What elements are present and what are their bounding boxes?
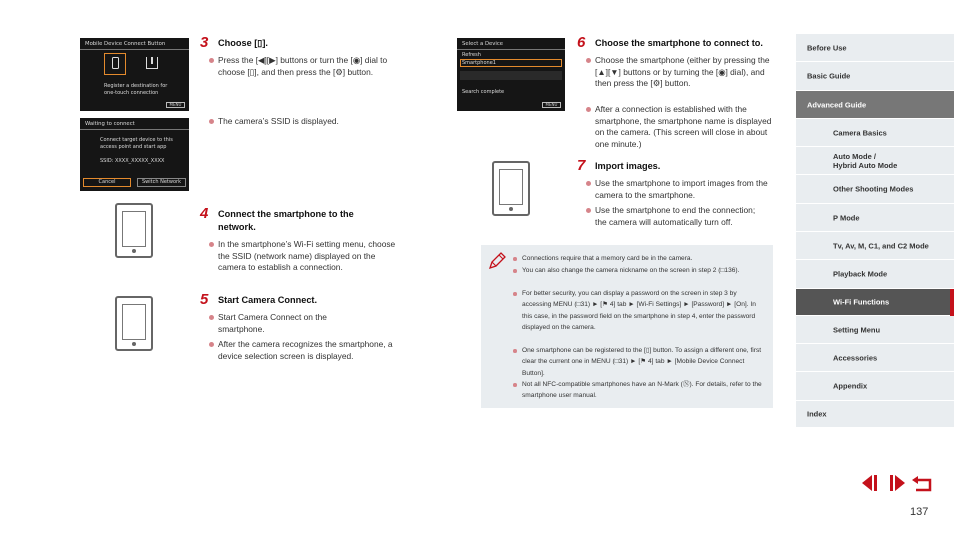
nav-item-wifi-functions[interactable]: Wi-Fi Functions (796, 289, 954, 316)
step-title: Import images. (595, 161, 661, 171)
camera-screen-line1: Connect target device to this (100, 137, 173, 143)
step-number: 6 (577, 34, 586, 51)
nav-item-before-use[interactable]: Before Use (796, 34, 954, 62)
divider (80, 129, 189, 130)
step-number: 7 (577, 157, 586, 174)
step-title: Choose the smartphone to connect to. (595, 38, 763, 48)
camera-screen-connect-button (80, 38, 189, 111)
next-page-button[interactable] (885, 473, 907, 493)
smartphone-list-item (460, 59, 562, 67)
camera-screen-waiting (80, 118, 189, 191)
step-number: 5 (200, 291, 209, 308)
divider (457, 49, 565, 50)
camera-screen-line1: Register a destination for (104, 83, 168, 89)
nav-item-auto-mode[interactable]: Auto Mode / Hybrid Auto Mode (796, 147, 954, 175)
note-item: Connections require that a memory card be in the camera. (522, 253, 762, 264)
cancel-button: Cancel (83, 178, 131, 187)
return-icon (910, 473, 934, 493)
pencil-icon (487, 251, 507, 271)
note-item: One smartphone can be registered to the [▯] button. To assign a different one, first clear the current one in MENU (□31) ► [⚑ 4] tab ► [Mobile Device Connect Button]. (522, 345, 762, 379)
step-title: Choose [▯]. (218, 38, 268, 48)
nav-item-tv-av-m-mode[interactable]: Tv, Av, M, C1, and C2 Mode (796, 232, 954, 260)
smartphone-icon (112, 57, 119, 69)
nav-item-playback-mode[interactable]: Playback Mode (796, 260, 954, 289)
smartphone-illustration (115, 203, 153, 258)
nav-item-accessories[interactable]: Accessories (796, 344, 954, 372)
prev-page-button[interactable] (860, 473, 882, 493)
step-bullet: After a connection is established with the smartphone, the smartphone name is displayed on the camera. (This screen will close in about one minute.) (595, 104, 775, 150)
step-bullet: Use the smartphone to import images from the camera to the smartphone. (595, 178, 770, 201)
smartphone-illustration (492, 161, 530, 216)
nav-item-basic-guide[interactable]: Basic Guide (796, 62, 954, 91)
next-page-icon (885, 473, 907, 493)
step-bullet: The camera’s SSID is displayed. (218, 116, 393, 128)
prev-page-icon (860, 473, 882, 493)
step-bullet: After the camera recognizes the smartphone, a device selection screen is displayed. (218, 339, 396, 362)
note-item: You can also change the camera nickname on the screen in step 2 (□136). (522, 265, 762, 276)
step-title: Start Camera Connect. (218, 295, 318, 305)
camera-screen-line2: one-touch connection (104, 90, 159, 96)
menu-badge: MENU (542, 102, 561, 108)
ssid-text: SSID: XXXX_XXXXX_XXXX (100, 158, 165, 164)
download-option (142, 54, 162, 74)
nav-item-p-mode[interactable]: P Mode (796, 204, 954, 232)
step-bullet: Choose the smartphone (either by pressing the [▲][▼] buttons or by turning the [◉] dial), and then press the [⚙] button. (595, 55, 775, 90)
step-title: Connect the smartphone to the (218, 209, 354, 219)
camera-screen-select-device (457, 38, 565, 111)
active-marker (950, 289, 954, 316)
camera-screen-title: Waiting to connect (85, 121, 135, 127)
step-title-cont: network. (218, 222, 256, 232)
camera-screen-title: Mobile Device Connect Button (85, 41, 166, 47)
page-number: 137 (910, 506, 929, 518)
smartphone-name: Smartphone1 (462, 60, 496, 66)
refresh-option: Refresh (462, 52, 481, 58)
step-number: 3 (200, 34, 209, 51)
camera-screen-line2: access point and start app (100, 144, 167, 150)
nav-item-advanced-guide[interactable]: Advanced Guide (796, 91, 954, 119)
divider (80, 49, 189, 50)
step-bullet: Start Camera Connect on the smartphone. (218, 312, 368, 335)
smartphone-illustration (115, 296, 153, 351)
switch-network-button: Switch Network (137, 178, 186, 187)
nav-item-index[interactable]: Index (796, 401, 954, 428)
search-status: Search complete (462, 89, 505, 95)
step-bullet: Press the [◀][▶] buttons or turn the [◉] dial to choose [▯], and then press the [⚙] button. (218, 55, 393, 78)
notes-box (481, 245, 773, 408)
nav-item-appendix[interactable]: Appendix (796, 372, 954, 401)
return-button[interactable] (910, 473, 934, 493)
note-item: For better security, you can display a password on the screen in step 3 by accessing MENU (□31) ► [⚑ 4] tab ► [Wi-Fi Settings] ► [Password] ► [On]. In this case, in the password field on the smartphone in step 4, enter the password displayed on the camera. (522, 288, 762, 333)
smartphone-option (104, 53, 126, 75)
menu-badge: MENU (166, 102, 185, 108)
nav-item-setting-menu[interactable]: Setting Menu (796, 316, 954, 344)
step-number: 4 (200, 205, 209, 222)
camera-screen-title: Select a Device (462, 41, 504, 47)
step-bullet: Use the smartphone to end the connection; the camera will automatically turn off. (595, 205, 765, 228)
note-item: Not all NFC-compatible smartphones have an N-Mark (Ⓝ). For details, refer to the smartphone user manual. (522, 379, 762, 402)
nav-item-other-shooting-modes[interactable]: Other Shooting Modes (796, 175, 954, 204)
step-bullet: In the smartphone’s Wi-Fi setting menu, choose the SSID (network name) displayed on the camera to establish a connection. (218, 239, 396, 272)
nav-item-camera-basics[interactable]: Camera Basics (796, 119, 954, 147)
